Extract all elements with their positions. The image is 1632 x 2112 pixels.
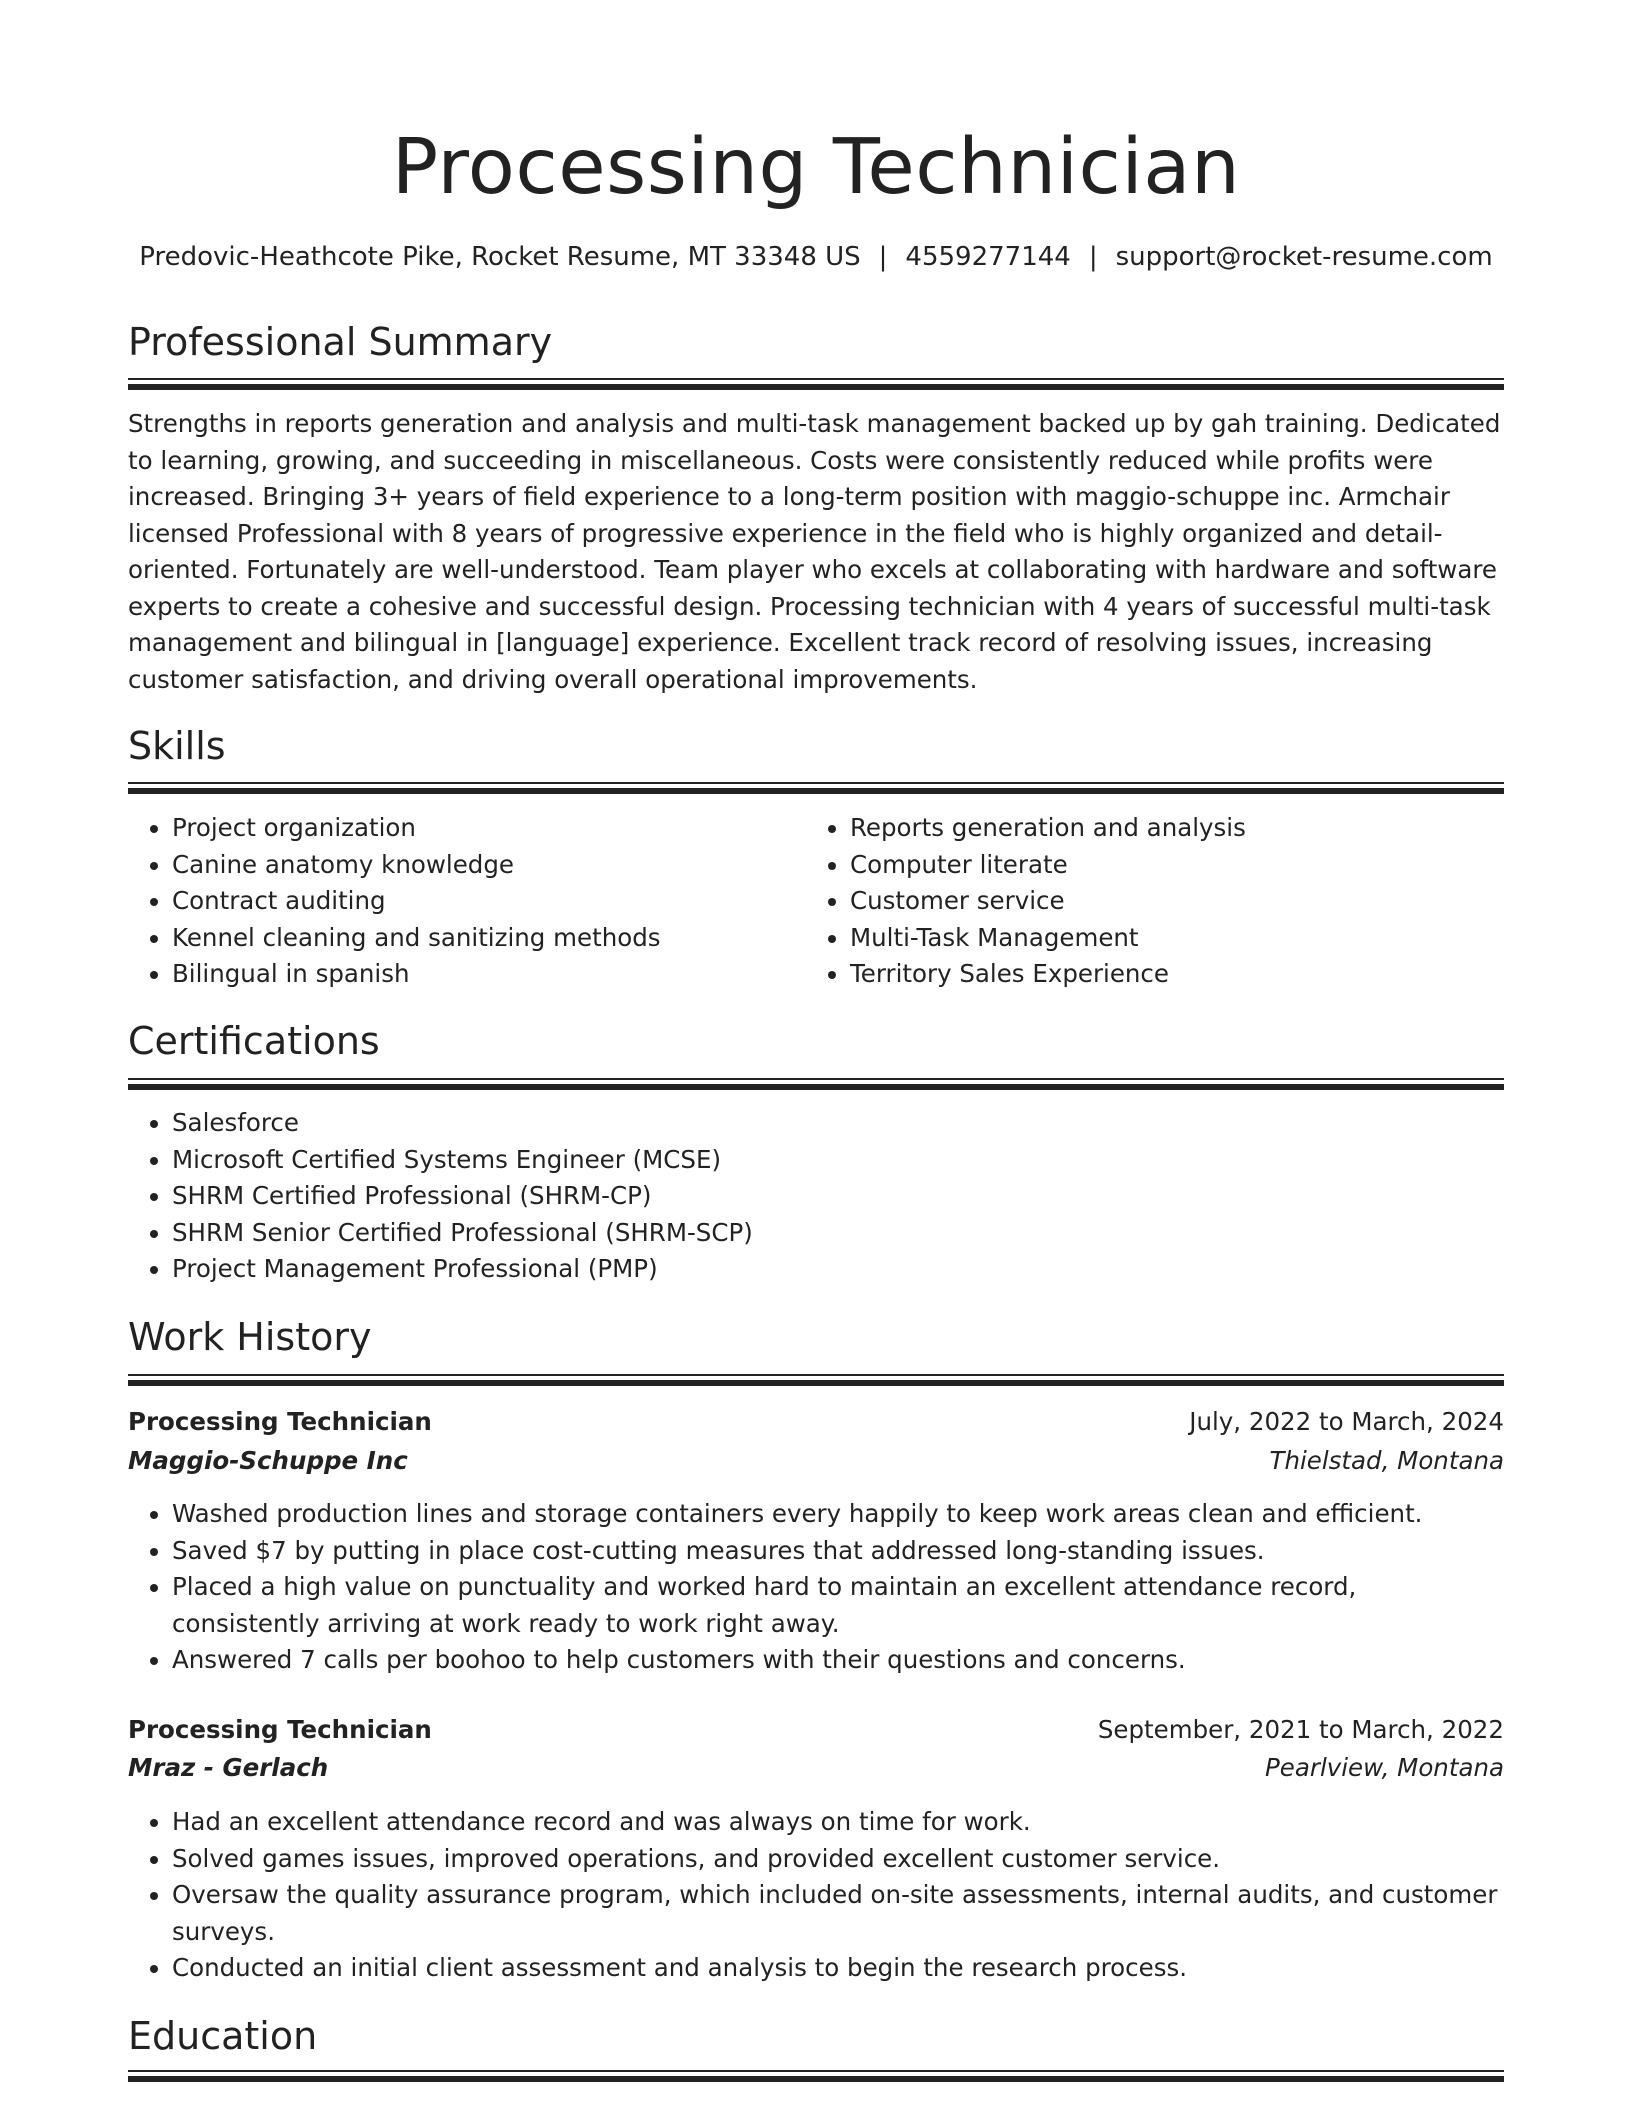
skill-item: • Bilingual in spanish bbox=[172, 956, 812, 993]
section-divider bbox=[128, 2070, 1504, 2084]
contact-email: support@rocket-resume.com bbox=[1115, 242, 1493, 272]
certification-item: • SHRM Senior Certified Professional (SHRM-SCP) bbox=[172, 1215, 1504, 1252]
job-subheader bbox=[128, 1442, 1504, 1480]
job-company: Mraz - Gerlach bbox=[128, 1753, 329, 1782]
contact-address: Predovic-Heathcote Pike, Rocket Resume, MT 33348 US bbox=[139, 242, 861, 272]
job-dates: July, 2022 to March, 2024 bbox=[1189, 1407, 1504, 1436]
job-bullet: • Oversaw the quality assurance program, which included on-site assessments, internal audits, and customer surveys. bbox=[172, 1877, 1504, 1950]
job-bullet: • Washed production lines and storage containers every happily to keep work areas clean and efficient. bbox=[172, 1496, 1504, 1533]
job-header bbox=[128, 1711, 1504, 1749]
job-company: Maggio-Schuppe Inc bbox=[128, 1446, 408, 1475]
section-title-certifications: Certifications bbox=[128, 1019, 380, 1063]
section-divider bbox=[128, 378, 1504, 392]
section-title-skills: Skills bbox=[128, 724, 226, 768]
section-divider bbox=[128, 1374, 1504, 1388]
certification-item: • Salesforce bbox=[172, 1105, 1504, 1142]
contact-phone: 4559277144 bbox=[905, 242, 1071, 272]
job-dates: September, 2021 to March, 2022 bbox=[1097, 1715, 1504, 1744]
skill-item: • Customer service bbox=[850, 883, 1500, 920]
skill-item: • Canine anatomy knowledge bbox=[172, 847, 812, 884]
job-location: Thielstad, Montana bbox=[1269, 1446, 1504, 1475]
job-bullets bbox=[128, 1804, 1504, 1987]
section-title-work-history: Work History bbox=[128, 1315, 372, 1359]
skill-item: • Territory Sales Experience bbox=[850, 956, 1500, 993]
job-bullet: • Conducted an initial client assessment and analysis to begin the research process. bbox=[172, 1950, 1504, 1987]
skill-item: • Contract auditing bbox=[172, 883, 812, 920]
certification-item: • SHRM Certified Professional (SHRM-CP) bbox=[172, 1178, 1504, 1215]
job-bullet: • Saved $7 by putting in place cost-cutting measures that addressed long-standing issues. bbox=[172, 1533, 1504, 1570]
skills-list-right bbox=[806, 810, 1500, 993]
job-location: Pearlview, Montana bbox=[1265, 1753, 1504, 1782]
skills-list-left bbox=[128, 810, 812, 993]
section-title-summary: Professional Summary bbox=[128, 320, 553, 364]
job-title: Processing Technician bbox=[128, 1407, 432, 1436]
section-divider bbox=[128, 782, 1504, 796]
job-bullets bbox=[128, 1496, 1504, 1679]
job-title: Processing Technician bbox=[128, 1715, 432, 1744]
skill-item: • Kennel cleaning and sanitizing methods bbox=[172, 920, 812, 957]
certification-item: • Project Management Professional (PMP) bbox=[172, 1251, 1504, 1288]
job-bullet: • Answered 7 calls per boohoo to help customers with their questions and concerns. bbox=[172, 1642, 1504, 1679]
certification-item: • Microsoft Certified Systems Engineer (MCSE) bbox=[172, 1142, 1504, 1179]
job-header bbox=[128, 1403, 1504, 1441]
job-bullet: • Had an excellent attendance record and was always on time for work. bbox=[172, 1804, 1504, 1841]
skill-item: • Reports generation and analysis bbox=[850, 810, 1500, 847]
summary-text: Strengths in reports generation and analysis and multi-task management backed up by gah training. Dedicated to learning, growing, and succeeding in miscellaneous. Costs were consistently reduced while profits were increased. Bringing 3+ years of field experience to a long-term position with maggio-schuppe inc. Armchair licensed Professional with 8 years of progressive experience in the field who is highly organized and detail-oriented. Fortunately are well-understood. Team player who excels at collaborating with hardware and software experts to create a cohesive and successful design. Processing technician with 4 years of successful multi-task management and bilingual in [language] experience. Excellent track record of resolving issues, increasing customer satisfaction, and driving overall operational improvements. bbox=[128, 409, 1501, 694]
section-divider bbox=[128, 1078, 1504, 1092]
certifications-list bbox=[128, 1105, 1504, 1288]
skill-item: • Computer literate bbox=[850, 847, 1500, 884]
job-bullet: • Placed a high value on punctuality and worked hard to maintain an excellent attendance record, consistently arriving at work ready to work right away. bbox=[172, 1569, 1504, 1642]
skill-item: • Multi-Task Management bbox=[850, 920, 1500, 957]
job-subheader bbox=[128, 1749, 1504, 1787]
contact-line bbox=[128, 240, 1504, 274]
resume-name: Processing Technician bbox=[391, 123, 1241, 212]
job-bullet: • Solved games issues, improved operations, and provided excellent customer service. bbox=[172, 1841, 1504, 1878]
contact-separator: | bbox=[1088, 242, 1098, 272]
skill-item: • Project organization bbox=[172, 810, 812, 847]
contact-separator: | bbox=[878, 242, 888, 272]
section-title-education: Education bbox=[128, 2014, 318, 2058]
